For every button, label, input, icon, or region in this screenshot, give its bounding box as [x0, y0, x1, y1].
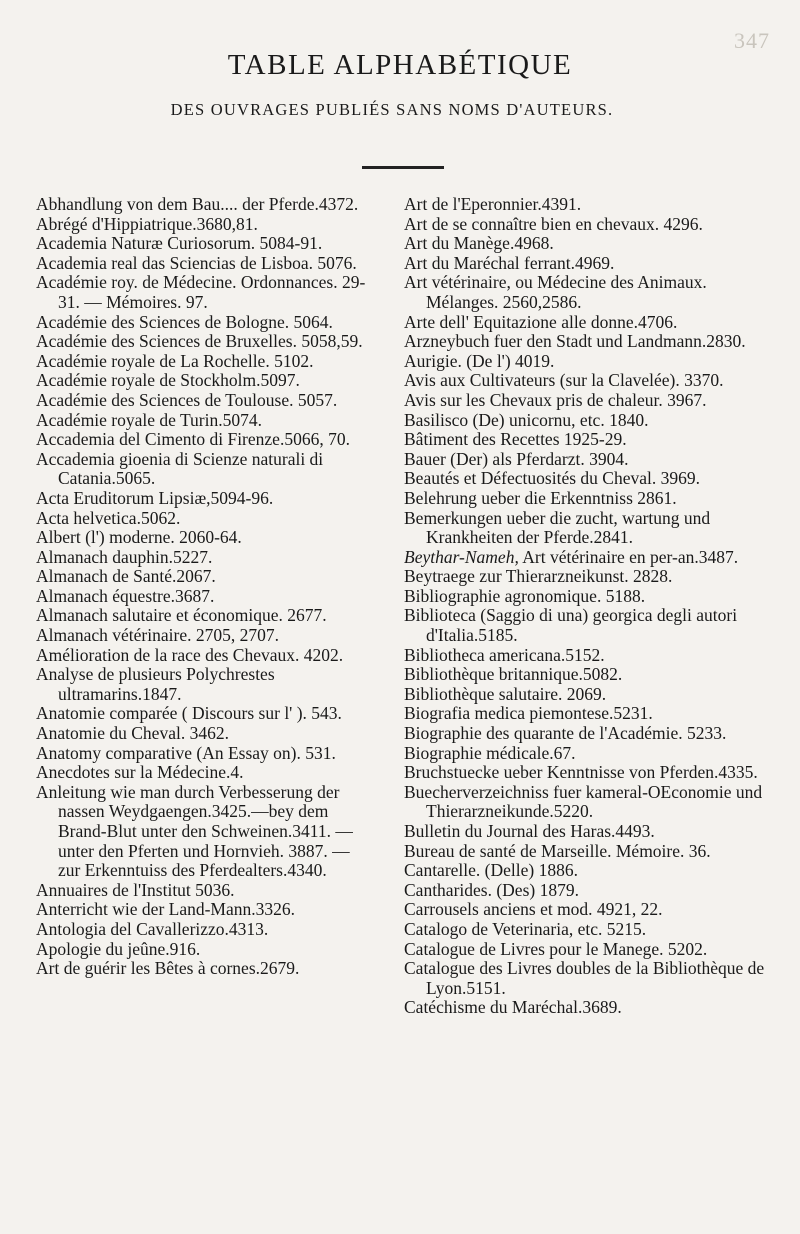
index-entry: Biografia medica piemontese.5231. [404, 703, 653, 724]
index-entry: Anatomie du Cheval. 3462. [36, 723, 229, 744]
index-entry: Avis aux Cultivateurs (sur la Clavelée). 3370. [404, 370, 724, 391]
index-entry: Biographie des quarante de l'Académie. 5233. [404, 723, 727, 744]
index-entry: Basilisco (De) unicornu, etc. 1840. [404, 409, 649, 430]
index-entry: Abrégé d'Hippiatrique.3680,81. [36, 213, 258, 234]
index-entry: Bibliothèque salutaire. 2069. [404, 683, 607, 704]
index-entry: Anecdotes sur la Médecine.4. [36, 762, 244, 783]
index-entry: Bulletin du Journal des Haras.4493. [404, 821, 655, 841]
index-entry: Académie royale de Stockholm.5097. [36, 370, 300, 391]
index-entry: Avis sur les Chevaux pris de chaleur. 3967. [404, 389, 707, 410]
index-entry: Cantarelle. (Delle) 1886. [404, 860, 578, 881]
index-entry: Anleitung wie man durch Verbesserung der nassen Weydgaengen.3425.—bey dem Brand-Blut unter den Schweinen.3411. — unter den Pferten und Hornvieh. 3887. — zur Erkenntuiss des Pferdealters.4340. [36, 781, 353, 881]
index-entry: Beautés et Défectuosités du Cheval. 3969. [404, 468, 700, 489]
index-entry: Accademia gioenia di Scienze naturali di Catania.5065. [36, 448, 324, 489]
index-entry: Académie des Sciences de Bologne. 5064. [36, 311, 333, 332]
index-entry: Académie royale de Turin.5074. [36, 409, 262, 430]
index-entry: Catalogo de Veterinaria, etc. 5215. [404, 918, 647, 939]
index-entry: Catéchisme du Maréchal.3689. [404, 997, 622, 1018]
index-entry: Art de l'Eperonnier.4391. [404, 194, 582, 214]
index-entry: Carrousels anciens et mod. 4921, 22. [404, 899, 663, 920]
index-entry: Amélioration de la race des Chevaux. 4202. [36, 644, 344, 665]
page-number: 347 [734, 28, 770, 53]
index-entry: Bemerkungen ueber die zucht, wartung und Krankheiten der Pferde.2841. [404, 507, 711, 548]
index-entry: Academia real das Sciencias de Lisboa. 5076. [36, 252, 357, 273]
index-entry: Albert (l') moderne. 2060-64. [36, 527, 242, 548]
index-entry: Annuaires de l'Institut 5036. [36, 879, 235, 900]
index-entry: Arte dell' Equitazione alle donne.4706. [404, 311, 678, 332]
index-entry: Arzneybuch fuer den Stadt und Landmann.2830. [404, 331, 746, 352]
index-entry: Almanach dauphin.5227. [36, 546, 213, 567]
index-entry: Bâtiment des Recettes 1925-29. [404, 429, 627, 450]
index-entry: Aurigie. (De l') 4019. [404, 350, 555, 371]
index-entry: Art vétérinaire, ou Médecine des Animaux. Mélanges. 2560,2586. [404, 272, 707, 312]
index-entry: Bibliotheca americana.5152. [404, 644, 605, 665]
index-entry: Bruchstuecke ueber Kenntnisse von Pferden.4335. [404, 762, 758, 783]
index-entry: Cantharides. (Des) 1879. [404, 879, 579, 900]
index-entry: Antologia del Cavallerizzo.4313. [36, 918, 269, 939]
index-entry: Acta Eruditorum Lipsiæ,5094-96. [36, 487, 274, 508]
index-entry-italic-title: Beythar-Nameh, [404, 546, 519, 567]
index-entry: Catalogue des Livres doubles de la Bibliothèque de Lyon.5151. [404, 958, 765, 998]
index-entry: Biblioteca (Saggio di una) georgica degli autori d'Italia.5185. [404, 605, 738, 646]
index-entry: Académie des Sciences de Toulouse. 5057. [36, 389, 338, 410]
index-entry: Bureau de santé de Marseille. Mémoire. 36. [404, 840, 711, 861]
index-entry: Biographie médicale.67. [404, 742, 576, 763]
index-entry: Anatomy comparative (An Essay on). 531. [36, 742, 336, 763]
index-entry: Académie roy. de Médecine. Ordonnances. 29-31. — Mémoires. 97. [36, 272, 366, 312]
index-entry: Académie des Sciences de Bruxelles. 5058,59. [36, 331, 363, 352]
index-entry: Art du Maréchal ferrant.4969. [404, 252, 615, 273]
index-entry: Buecherverzeichniss fuer kameral-OEconomie und Thierarzneikunde.5220. [404, 781, 763, 822]
index-entry: Catalogue de Livres pour le Manege. 5202. [404, 938, 708, 959]
index-entry: Abhandlung von dem Bau.... der Pferde.4372. [36, 194, 359, 214]
index-entry: Accademia del Cimento di Firenze.5066, 70. [36, 429, 350, 450]
index-entry: Bibliographie agronomique. 5188. [404, 585, 646, 606]
index-entry: Art du Manège.4968. [404, 233, 554, 254]
right-column [404, 195, 772, 1018]
index-entry: Art de se connaître bien en chevaux. 4296. [404, 213, 703, 234]
title-rule [362, 166, 444, 169]
index-entry: Apologie du jeûne.916. [36, 938, 201, 959]
index-entry: Académie royale de La Rochelle. 5102. [36, 350, 314, 371]
index-entry [404, 548, 772, 568]
page-subtitle: DES OUVRAGES PUBLIÉS SANS NOMS D'AUTEURS. [170, 100, 614, 119]
index-entry: Bauer (Der) als Pferdarzt. 3904. [404, 448, 629, 469]
page-title: TABLE ALPHABÉTIQUE [227, 49, 573, 82]
index-entry: Acta helvetica.5062. [36, 507, 181, 528]
index-entry: Beytraege zur Thierarzneikunst. 2828. [404, 566, 673, 587]
index-entry: Art de guérir les Bêtes à cornes.2679. [36, 958, 300, 979]
left-column [36, 195, 376, 979]
index-entry: Almanach de Santé.2067. [36, 566, 216, 587]
index-entry: Anatomie comparée ( Discours sur l' ). 543. [36, 703, 342, 724]
index-entry: Almanach vétérinaire. 2705, 2707. [36, 625, 279, 646]
index-entry: Bibliothèque britannique.5082. [404, 664, 623, 685]
index-entry: Almanach équestre.3687. [36, 585, 215, 606]
index-entry: Belehrung ueber die Erkenntniss 2861. [404, 487, 677, 508]
index-entry: Academia Naturæ Curiosorum. 5084-91. [36, 233, 323, 254]
index-entry: Anterricht wie der Land-Mann.3326. [36, 899, 296, 920]
index-entry: Analyse de plusieurs Polychrestes ultramarins.1847. [36, 664, 275, 704]
index-entry: Almanach salutaire et économique. 2677. [36, 605, 327, 626]
index-entry-text: Art vétérinaire en per-an.3487. [518, 546, 739, 567]
